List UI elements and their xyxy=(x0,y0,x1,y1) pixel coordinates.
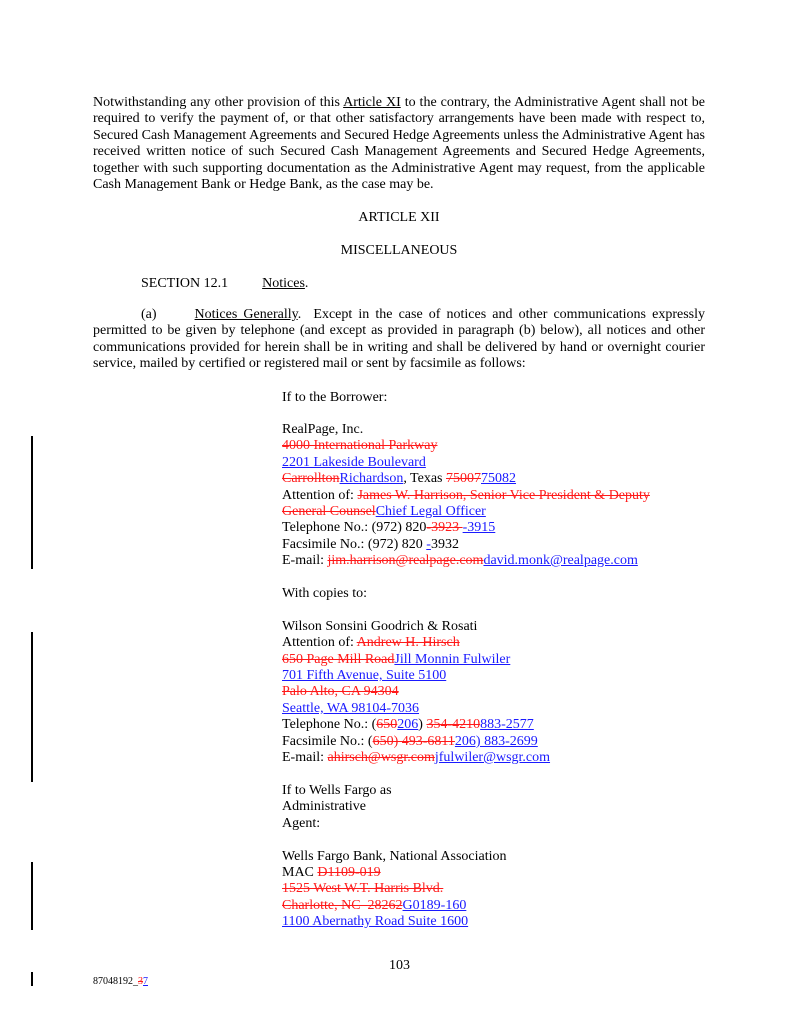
article-reference: Article XI xyxy=(343,95,401,110)
borrower-city-line: CarrolltonRichardson, Texas 7500775082 xyxy=(282,471,517,486)
change-bar xyxy=(31,632,33,782)
section-number: SECTION 12.1 xyxy=(141,276,229,291)
intro-text: Notwithstanding any other provision of this xyxy=(93,95,344,110)
agent-address-deleted: 1525 West W.T. Harris Blvd. xyxy=(282,881,444,896)
agent-heading-2: Administrative xyxy=(282,799,366,814)
borrower-address-inserted: 2201 Lakeside Boulevard xyxy=(282,455,426,470)
borrower-email: E-mail: jim.harrison@realpage.comdavid.monk@realpage.com xyxy=(282,553,638,568)
article-heading: ARTICLE XII xyxy=(358,210,440,225)
copies-facsimile: Facsimile No.: (650) 493-6811206) 883-2699 xyxy=(282,734,538,749)
agent-heading-1: If to Wells Fargo as xyxy=(282,783,392,798)
subsection-title: Notices Generally xyxy=(194,307,298,322)
borrower-attention-line: Attention of: James W. Harrison, Senior Vice President & Deputy xyxy=(282,488,650,503)
agent-heading-3: Agent: xyxy=(282,816,321,831)
copies-telephone: Telephone No.: (650206) 354-4210883-2577 xyxy=(282,717,534,732)
copies-attention: Attention of: Andrew H. Hirsch xyxy=(282,635,460,650)
borrower-attention-line-2: General CounselChief Legal Officer xyxy=(282,504,486,519)
copies-heading: With copies to: xyxy=(282,586,367,601)
change-bar xyxy=(31,436,33,569)
borrower-telephone: Telephone No.: (972) 820-3923 -3915 xyxy=(282,520,496,535)
agent-mac: MAC D1109-019 xyxy=(282,865,381,880)
subsection-body: permitted to be given by telephone (and except as provided in paragraph (b) below), all notices and other communications provided for herein shall be in writing and shall be delivered by hand or overnight courier service, mailed by certified or registered mail or sent by facsimile as follows: xyxy=(93,323,705,372)
copies-city-deleted: Palo Alto, CA 94304 xyxy=(282,684,399,699)
borrower-company: RealPage, Inc. xyxy=(282,422,364,437)
agent-address-inserted: 1100 Abernathy Road Suite 1600 xyxy=(282,914,469,929)
agent-city-line: Charlotte, NC 28262G0189-160 xyxy=(282,898,467,913)
borrower-heading: If to the Borrower: xyxy=(282,390,388,405)
copies-firm: Wilson Sonsini Goodrich & Rosati xyxy=(282,619,478,634)
intro-text-continued: to the contrary, the Administrative Agent shall not be required to verify the payment of, or that other satisfactory arrangements have been made with respect to, Secured Cash Management Agreements and Secured Hedge Agreements unless the Administrative Agent has received written notice of such Secured Cash Management Agreements and Secured Hedge Agreements, together with such supporting documentation as the Administrative Agent may request, from the applicable Cash Management Bank or Hedge Bank, as the case may be. xyxy=(93,95,705,193)
subsection-label: (a) xyxy=(141,307,157,322)
subsection-a: (a) Notices Generally. Except in the case of notices and other communications expressly permitted to be given by telephone (and except as provided in paragraph (b) below), all notices and other communications provided for herein shall be in writing and shall be delivered by hand or overnight courier service, mailed by certified or registered mail or sent by facsimile as follows: xyxy=(93,307,705,372)
change-bar xyxy=(31,862,33,930)
copies-address-inserted: 701 Fifth Avenue, Suite 5100 xyxy=(282,668,447,683)
borrower-address-deleted: 4000 International Parkway xyxy=(282,438,438,453)
footer-doc-id: 87048192_37 xyxy=(93,976,148,987)
copies-city-inserted: Seattle, WA 98104-7036 xyxy=(282,701,420,716)
page-number: 103 xyxy=(389,958,410,973)
copies-name-line: 650 Page Mill RoadJill Monnin Fulwiler xyxy=(282,652,511,667)
article-subheading: MISCELLANEOUS xyxy=(340,243,458,258)
copies-email: E-mail: ahirsch@wsgr.comjfulwiler@wsgr.com xyxy=(282,750,551,765)
agent-bank: Wells Fargo Bank, National Association xyxy=(282,849,507,864)
borrower-facsimile: Facsimile No.: (972) 820 -3932 xyxy=(282,537,459,552)
change-bar xyxy=(31,972,33,986)
section-title: Notices xyxy=(262,276,305,291)
section-heading: SECTION 12.1 Notices. xyxy=(141,276,309,291)
intro-paragraph xyxy=(93,95,705,193)
